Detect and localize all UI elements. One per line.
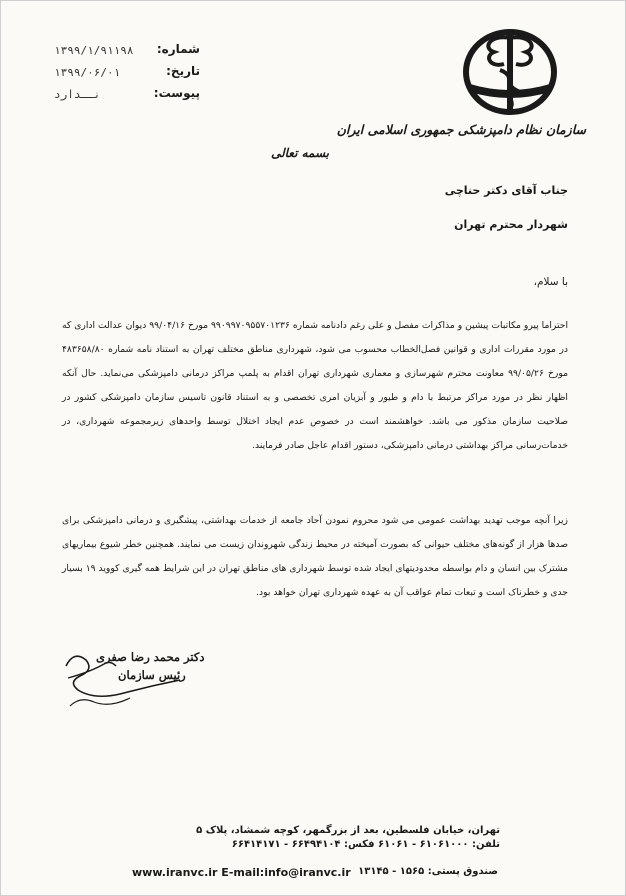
body-paragraph-1: احتراما پیرو مکاتبات پیشین و مذاکرات مفصل و علی رغم دادنامه شماره ۹۹۰۹۹۷۰۹۵۵۷۰۱۲۳۶ مورخ ۹۹/۰۴/۱۶ دیوان عدالت اداری که در مورد مقررات اداری و قوانین فصل‌الخطاب محسوب می شود، شهرداری مناطق مختلف تهران به استناد نامه شماره ۴۸۳۶۵۸/۸۰ مورخ ۹۹/۰۵/۲۶ معاونت محترم شهرسازی و معماری شهرداری تهران اقدام به پلمپ مراکز درمانی دامپزشکی می‌نماید. حال آنکه اظهار نظر در مورد مراکز مرتبط با دام و طیور و آبزیان امری تخصصی و به استناد قانون تاسیس سازمان دامپزشکی کشور در صلاحیت سازمان مذکور می باشد. خواهشمند است در خصوص عدم ایجاد اختلال توسط واحدهای زیرمجموعه شهرداری، در خدمات‌رسانی مراکز بهداشتی درمانی دامپزشکی، دستور اقدام عاجل صادر فرمایند. [62, 320, 568, 451]
salutation: با سلام، [533, 276, 568, 288]
signer-title: رئیس سازمان [118, 668, 186, 682]
meta-attachment-row [40, 86, 200, 108]
number-value: ۱۳۹۹/۱/۹۱۱۹۸ [54, 44, 134, 57]
meta-date-row [40, 64, 200, 86]
footer-address: تهران، خیابان فلسطین، بعد از بزرگمهر، کوچه شمشاد، پلاک ۵ [196, 825, 500, 836]
date-value: ۱۳۹۹/۰۶/۰۱ [54, 66, 121, 79]
number-label: شماره: [156, 42, 200, 56]
signer-name: دکتر محمد رضا صفری [96, 650, 205, 664]
organization-logo [336, 22, 590, 152]
addressee-name: جناب آقای دکتر حناچی [444, 184, 568, 197]
meta-number-row [40, 42, 200, 64]
organization-name: سازمان نظام دامپزشکی جمهوری اسلامی ایران [336, 122, 586, 137]
date-label: تاریخ: [166, 64, 200, 78]
body-paragraph-2: زیرا آنچه موجب تهدید بهداشت عمومی می شود محروم نمودن آحاد جامعه از خدمات بهداشتی، پیشگیری و درمانی دامپزشکی برای صدها هزار از گونه‌های مختلف حیوانی که بصورت آمیخته در محیط زندگی شهروندان زیست می نمایند. همچنین خطر شیوع بیماریهای مشترک بین انسان و دام بواسطه محدودیتهای ایجاد شده توسط شهرداری های مناطق تهران در این شرایط همه گیری کووید ۱۹ بسیار جدی و خطرناک است و تبعات تمام عواقب آن به عهده شهرداری تهران خواهد بود. [62, 515, 568, 598]
addressee-title: شهردار محترم تهران [454, 218, 568, 231]
footer-postal-box: صندوق پستی: ۱۵۶۵ - ۱۳۱۴۵ [358, 866, 498, 877]
letter-meta [40, 42, 200, 108]
footer-contact [130, 824, 500, 852]
caduceus-logo-icon [460, 26, 560, 118]
bismillah-heading: بسمه تعالی [270, 146, 330, 160]
footer-web-email: www.iranvc.ir E-mail:info@iranvc.ir [132, 866, 351, 879]
attachment-value: نــدارد [54, 88, 101, 101]
footer-phones: تلفن: ۶۱۰۶۱۰۰۰ - ۶۱۰۶۱ فکس: ۶۶۴۹۴۱۰۴ - ۶۶۴۱۴۱۷۱ [231, 839, 500, 850]
attachment-label: پیوست: [153, 86, 200, 100]
